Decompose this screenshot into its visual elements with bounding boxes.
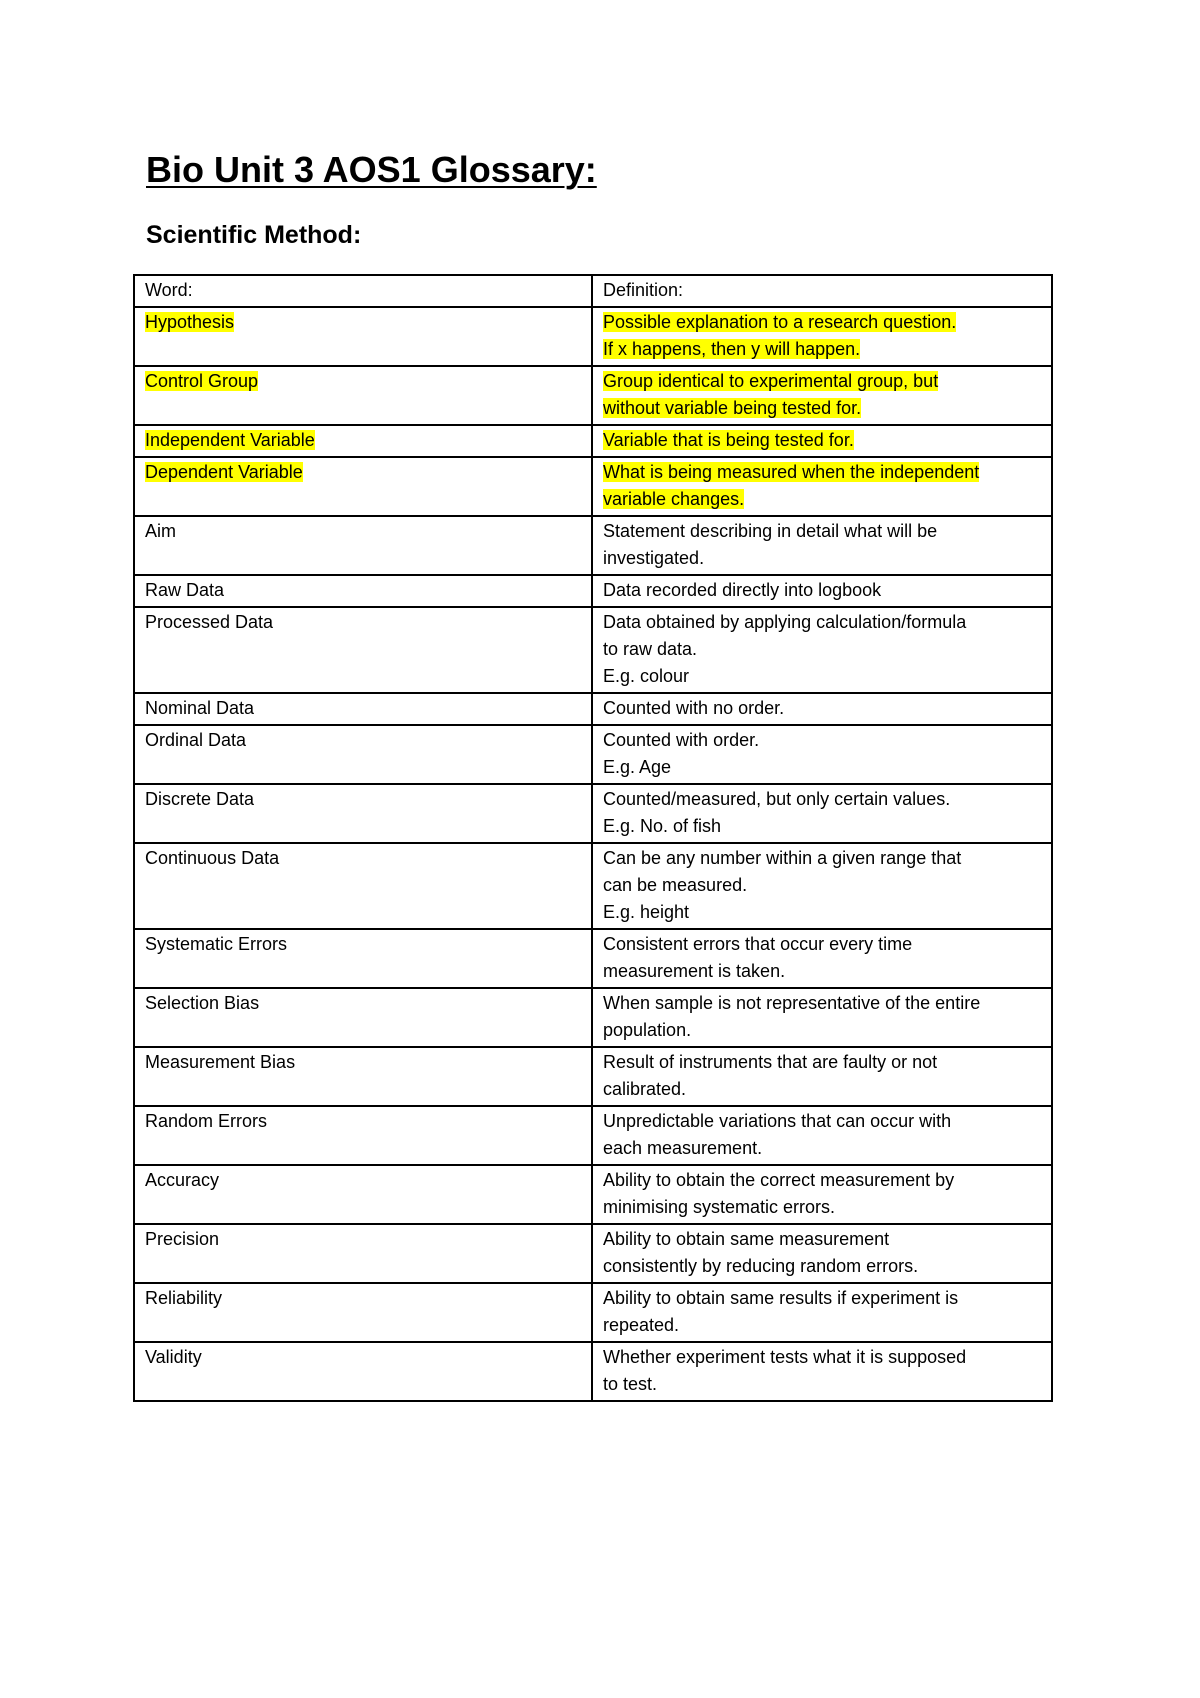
glossary-term — [134, 725, 592, 784]
glossary-term — [134, 693, 592, 725]
glossary-term-text: Discrete Data — [145, 789, 255, 809]
glossary-term — [134, 457, 592, 516]
glossary-term-text: Precision — [145, 1229, 220, 1249]
glossary-definition-text: Statement describing in detail what will be investigated. — [603, 521, 938, 568]
table-row — [134, 988, 1052, 1047]
glossary-definition-text: Possible explanation to a research question. If x happens, then y will happen. — [603, 312, 957, 359]
glossary-definition-text: When sample is not representative of the entire population. — [603, 993, 981, 1040]
glossary-definition — [592, 607, 1052, 693]
glossary-term — [134, 1224, 592, 1283]
glossary-term — [134, 1342, 592, 1401]
glossary-body — [134, 307, 1052, 1401]
glossary-term — [134, 1047, 592, 1106]
glossary-term — [134, 784, 592, 843]
glossary-term — [134, 516, 592, 575]
glossary-definition-text: Result of instruments that are faulty or not calibrated. — [603, 1052, 938, 1099]
table-header-row — [134, 275, 1052, 307]
glossary-term — [134, 1283, 592, 1342]
glossary-term — [134, 929, 592, 988]
glossary-term — [134, 1106, 592, 1165]
table-row — [134, 516, 1052, 575]
glossary-definition — [592, 843, 1052, 929]
glossary-term — [134, 843, 592, 929]
table-row — [134, 575, 1052, 607]
glossary-definition — [592, 575, 1052, 607]
table-row — [134, 307, 1052, 366]
glossary-definition — [592, 307, 1052, 366]
glossary-definition — [592, 784, 1052, 843]
glossary-definition — [592, 1342, 1052, 1401]
page-title: Bio Unit 3 AOS1 Glossary: — [146, 149, 597, 190]
glossary-term-text: Processed Data — [145, 612, 274, 632]
header-definition: Definition: — [592, 275, 1052, 307]
glossary-term-text: Control Group — [145, 371, 259, 391]
glossary-definition — [592, 516, 1052, 575]
glossary-definition — [592, 1047, 1052, 1106]
table-row — [134, 725, 1052, 784]
glossary-definition-text: Ability to obtain same results if experiment is repeated. — [603, 1288, 959, 1335]
table-row — [134, 1283, 1052, 1342]
glossary-term-text: Hypothesis — [145, 312, 235, 332]
glossary-term-text: Ordinal Data — [145, 730, 247, 750]
glossary-definition-text: Counted with order. E.g. Age — [603, 730, 760, 777]
glossary-definition-text: Counted with no order. — [603, 698, 785, 718]
table-row — [134, 929, 1052, 988]
glossary-term — [134, 575, 592, 607]
table-row — [134, 693, 1052, 725]
glossary-term-text: Accuracy — [145, 1170, 220, 1190]
glossary-term-text: Nominal Data — [145, 698, 255, 718]
table-row — [134, 425, 1052, 457]
glossary-term-text: Continuous Data — [145, 848, 280, 868]
glossary-definition-text: Counted/measured, but only certain values. E.g. No. of fish — [603, 789, 951, 836]
glossary-term — [134, 425, 592, 457]
table-row — [134, 1224, 1052, 1283]
table-row — [134, 784, 1052, 843]
glossary-term-text: Measurement Bias — [145, 1052, 296, 1072]
glossary-definition — [592, 1224, 1052, 1283]
glossary-definition-text: Data obtained by applying calculation/formula to raw data. E.g. colour — [603, 612, 967, 686]
glossary-table — [133, 274, 1053, 1402]
glossary-definition — [592, 693, 1052, 725]
glossary-definition-text: Ability to obtain same measurement consistently by reducing random errors. — [603, 1229, 919, 1276]
glossary-term — [134, 1165, 592, 1224]
glossary-definition — [592, 1106, 1052, 1165]
table-row — [134, 366, 1052, 425]
glossary-definition-text: What is being measured when the independent variable changes. — [603, 462, 980, 509]
glossary-definition — [592, 366, 1052, 425]
glossary-definition-text: Unpredictable variations that can occur with each measurement. — [603, 1111, 952, 1158]
glossary-term-text: Random Errors — [145, 1111, 268, 1131]
glossary-term-text: Dependent Variable — [145, 462, 303, 482]
table-row — [134, 1047, 1052, 1106]
glossary-definition — [592, 425, 1052, 457]
glossary-term-text: Aim — [145, 521, 176, 541]
table-row — [134, 1106, 1052, 1165]
table-row — [134, 1165, 1052, 1224]
glossary-definition-text: Consistent errors that occur every time measurement is taken. — [603, 934, 913, 981]
glossary-definition — [592, 457, 1052, 516]
glossary-term-text: Raw Data — [145, 580, 225, 600]
glossary-definition-text: Whether experiment tests what it is supposed to test. — [603, 1347, 967, 1394]
glossary-definition — [592, 725, 1052, 784]
section-title: Scientific Method: — [146, 221, 362, 249]
glossary-term — [134, 366, 592, 425]
glossary-definition-text: Variable that is being tested for. — [603, 430, 854, 450]
glossary-term-text: Selection Bias — [145, 993, 260, 1013]
glossary-term-text: Independent Variable — [145, 430, 315, 450]
glossary-term — [134, 307, 592, 366]
header-word: Word: — [134, 275, 592, 307]
glossary-term-text: Validity — [145, 1347, 202, 1367]
glossary-term — [134, 607, 592, 693]
table-row — [134, 1342, 1052, 1401]
glossary-definition-text: Ability to obtain the correct measurement by minimising systematic errors. — [603, 1170, 955, 1217]
glossary-term — [134, 988, 592, 1047]
glossary-definition-text: Can be any number within a given range that can be measured. E.g. height — [603, 848, 962, 922]
glossary-definition-text: Group identical to experimental group, but without variable being tested for. — [603, 371, 939, 418]
table-row — [134, 457, 1052, 516]
glossary-definition — [592, 988, 1052, 1047]
glossary-definition-text: Data recorded directly into logbook — [603, 580, 882, 600]
glossary-definition — [592, 1283, 1052, 1342]
glossary-term-text: Systematic Errors — [145, 934, 288, 954]
glossary-term-text: Reliability — [145, 1288, 223, 1308]
table-row — [134, 607, 1052, 693]
table-row — [134, 843, 1052, 929]
glossary-definition — [592, 1165, 1052, 1224]
glossary-definition — [592, 929, 1052, 988]
